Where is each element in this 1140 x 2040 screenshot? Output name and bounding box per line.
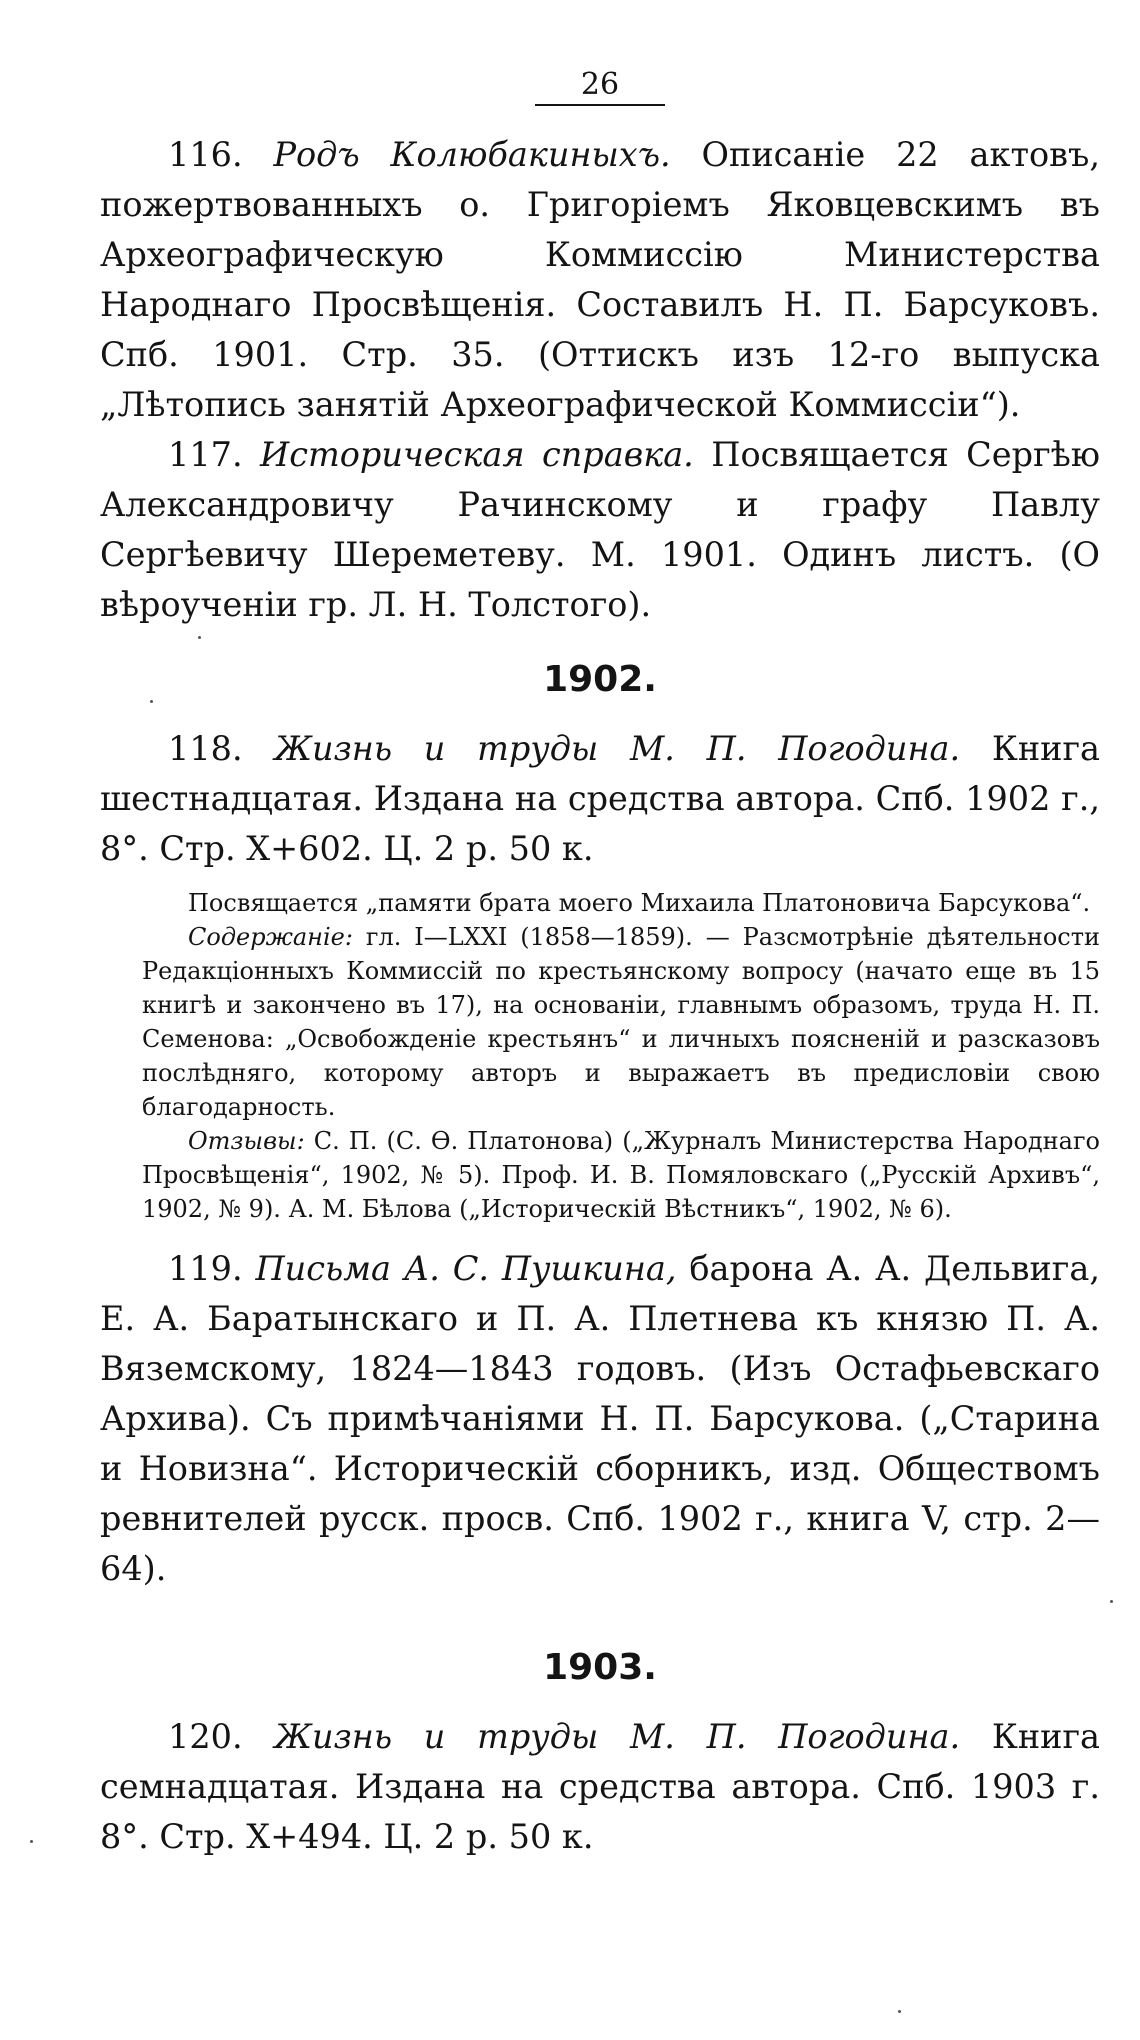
entry-text: Книга шестнадцатая. Издана на средства автора. Спб. 1902 г., 8°. Стр. X+602. Ц. 2 р. 50 к. [100,729,1100,868]
reviews-note [142,1124,1100,1226]
entry-number: 118. [168,729,243,768]
entry-119 [100,1244,1100,1594]
dedication-note: Посвящается „памяти брата моего Михаила Платоновича Барсукова“. [188,889,1091,917]
entry-117 [100,430,1100,630]
entry-number: 119. [168,1249,243,1288]
entry-title: Родъ Колюбакиныхъ. [273,135,671,174]
entry-text: Описаніе 22 актовъ, пожертвованныхъ о. Григоріемъ Яковцевскимъ въ Археографическую Коммиссію Министерства Народнаго Просвѣщенія. Составилъ Н. П. Барсуковъ. Спб. 1901. Стр. 35. (Оттискъ изъ 12-го выпуска „Лѣтопись занятій Археографической Коммиссіи“). [100,135,1100,424]
entry-number: 116. [168,135,243,174]
entry-text: Посвящается Сергѣю Александровичу Рачинскому и графу Павлу Сергѣевичу Шереметеву. М. 1901. Одинъ листъ. (О вѣроученіи гр. Л. Н. Толстого). [100,435,1100,624]
reviews-label: Отзывы: [188,1127,305,1155]
entry-118 [100,724,1100,874]
entry-118-notes [100,886,1100,1226]
reviews-text: С. П. (С. Ѳ. Платонова) („Журналъ Министерства Народнаго Просвѣщенія“, 1902, № 5). Проф. И. В. Помяловскаго („Русскій Архивъ“, 1902, № 9). А. М. Бѣлова („Историческій Вѣстникъ“, 1902, № 6). [142,1127,1100,1223]
paper-speck [30,1840,33,1843]
paper-speck [198,636,201,639]
paper-speck [898,2010,901,2013]
page-number: 26 [580,67,620,102]
paper-speck [150,700,153,703]
entry-title: Жизнь и труды М. П. Погодина. [274,729,961,768]
book-page [100,67,1100,1862]
entry-title: Историческая справка. [260,435,694,474]
entry-number: 120. [168,1717,243,1756]
year-heading-1903: 1903. [543,1647,657,1688]
contents-text: гл. I—LXXI (1858—1859). — Разсмотрѣніе дѣятельности Редакціонныхъ Коммиссій по крестьянскому вопросу (начато еще въ 15 книгѣ и закончено въ 17), на основаніи, главнымъ образомъ, труда Н. П. Семенова: „Освобожденіе крестьянъ“ и личныхъ поясненій и разсказовъ послѣдняго, которому авторъ и выражаетъ въ предисловіи свою благодарность. [142,923,1100,1121]
entry-title: Жизнь и труды М. П. Погодина. [274,1717,961,1756]
page-number-rule [535,104,665,106]
entry-text: барона А. А. Дельвига, Е. А. Баратынскаго и П. А. Плетнева къ князю П. А. Вяземскому, 1824—1843 годовъ. (Изъ Остафьевскаго Архива). Съ примѣчаніями Н. П. Барсукова. („Старина и Новизна“. Историческій сборникъ, изд. Обществомъ ревнителей русск. просв. Спб. 1902 г., книга V, стр. 2—64). [100,1249,1100,1588]
year-heading-1902: 1902. [543,659,657,700]
contents-note [142,920,1100,1124]
entry-text: Книга семнадцатая. Издана на средства автора. Спб. 1903 г. 8°. Стр. X+494. Ц. 2 р. 50 к. [100,1717,1100,1856]
paper-speck [1110,1600,1113,1603]
entry-120 [100,1712,1100,1862]
contents-label: Содержаніе: [188,923,353,951]
entry-number: 117. [168,435,243,474]
entry-title: Письма А. С. Пушкина, [255,1249,677,1288]
entry-116 [100,130,1100,430]
